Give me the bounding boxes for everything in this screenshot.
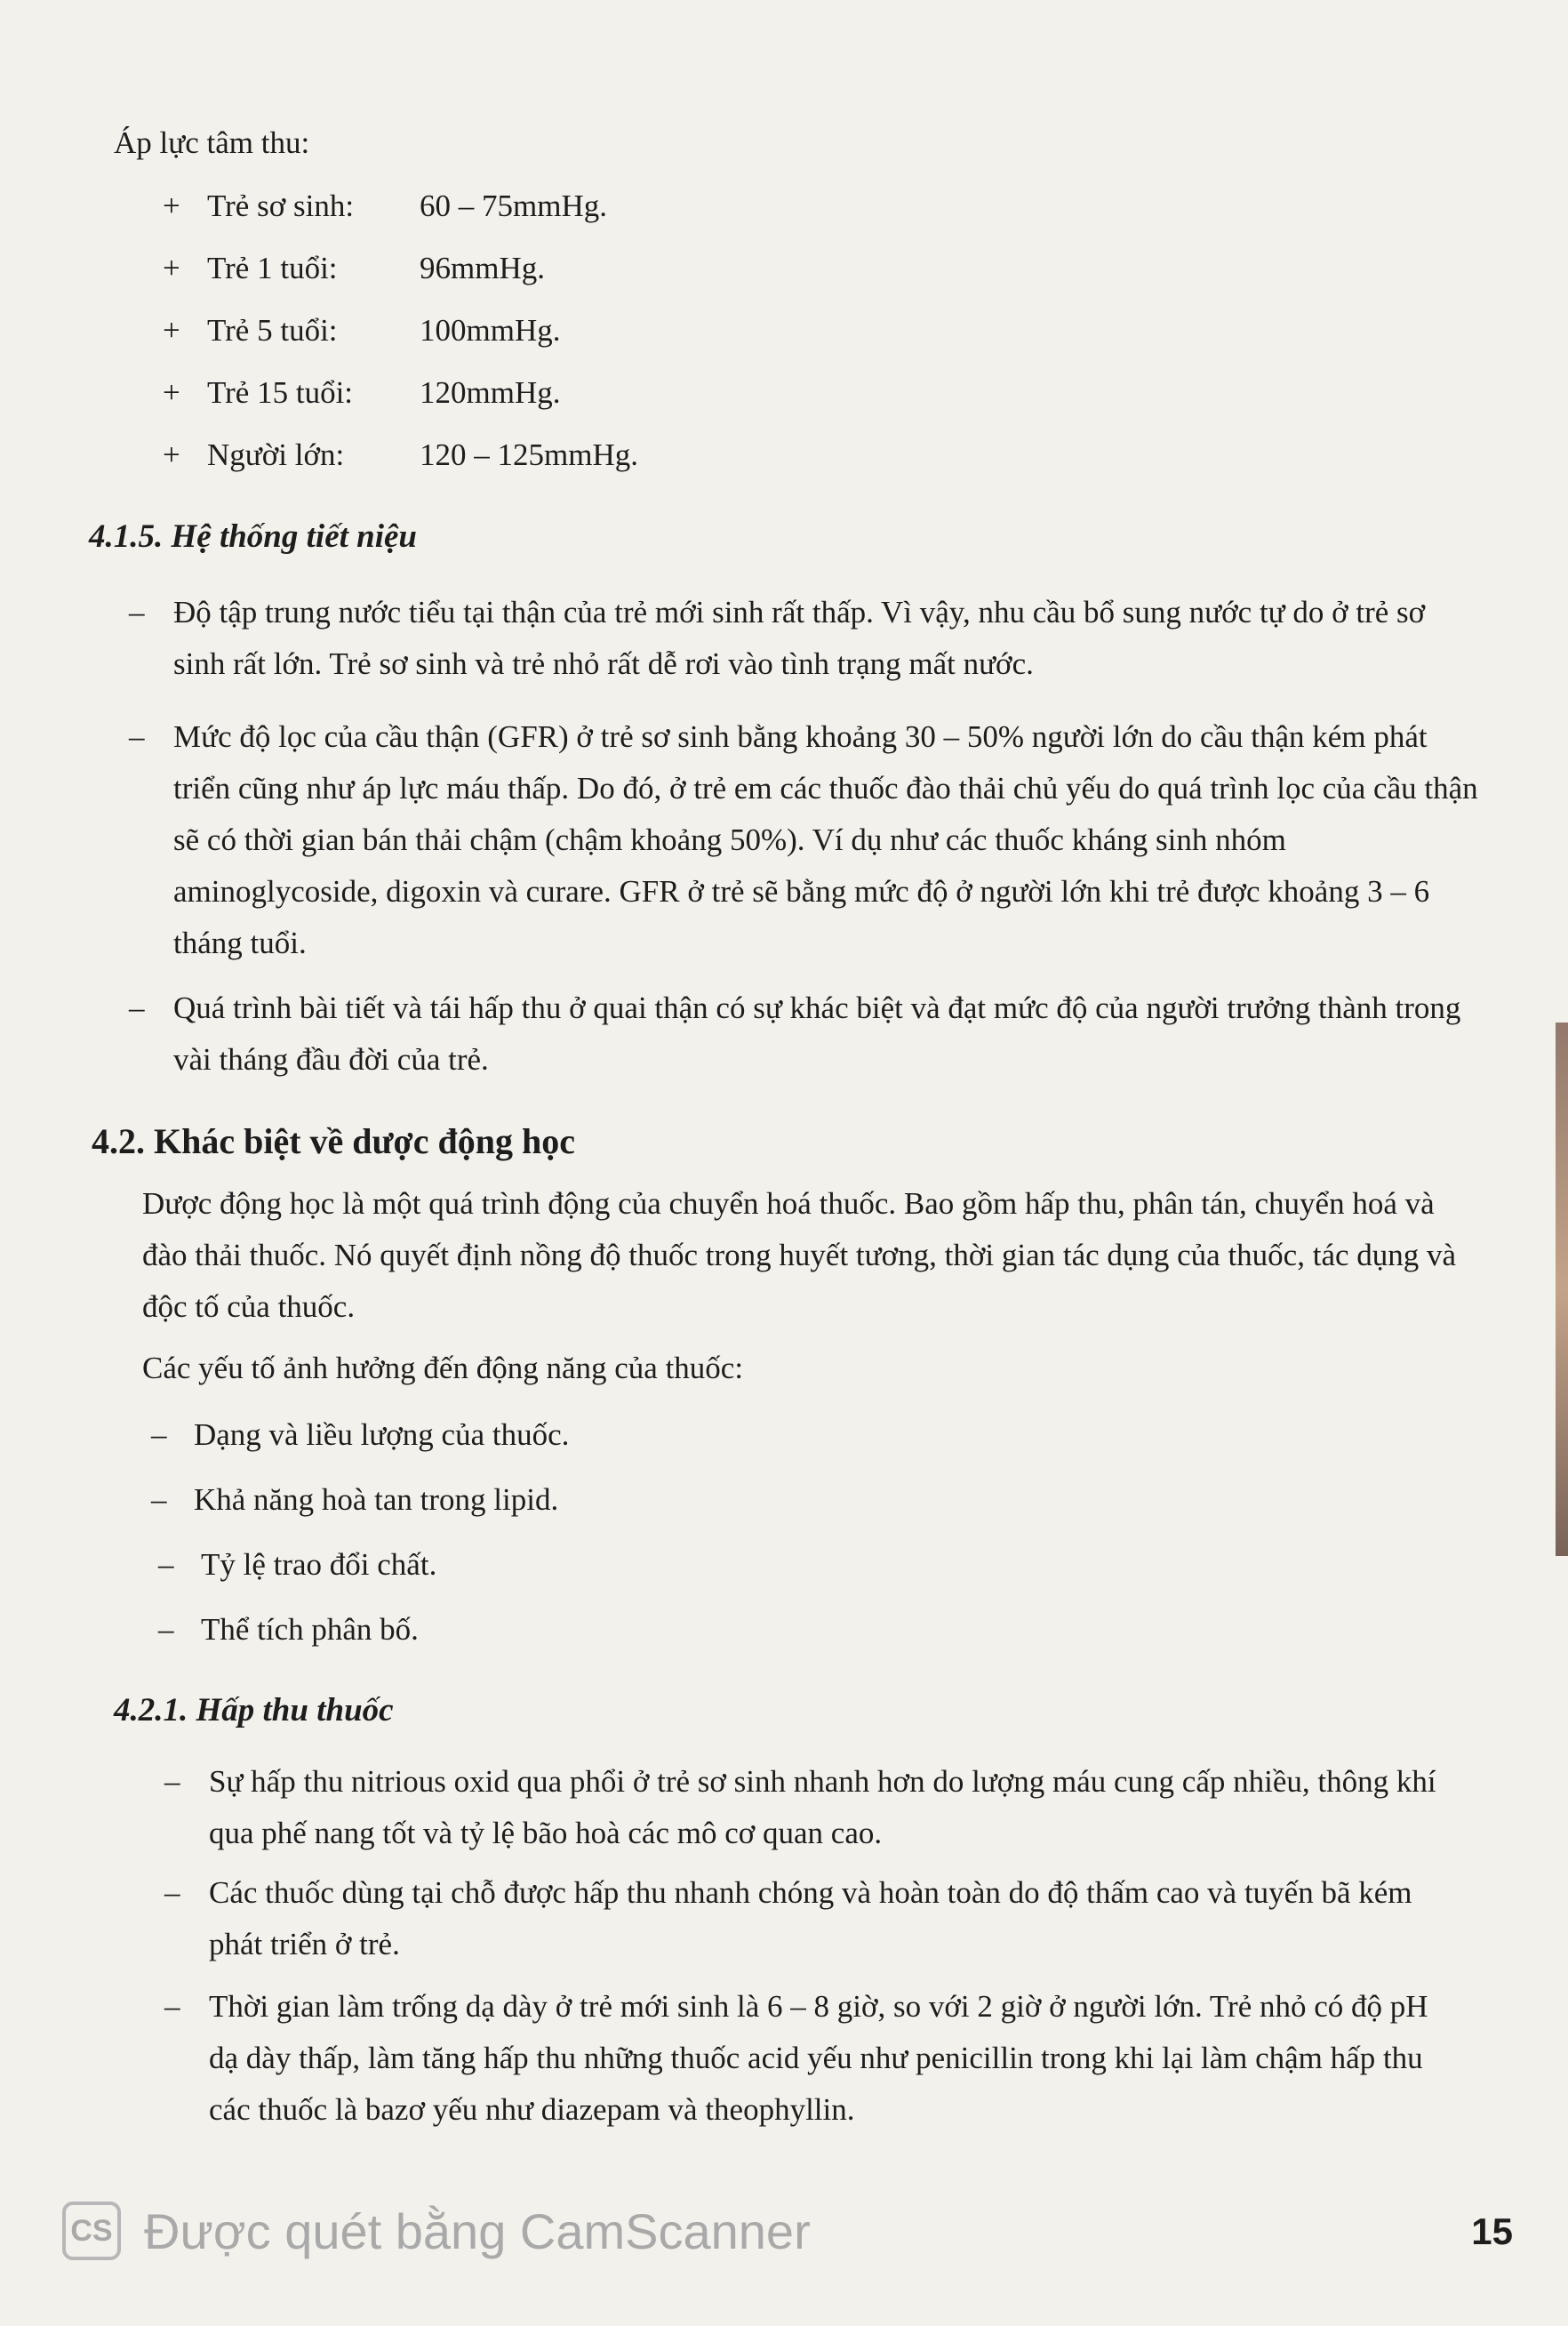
bp-title: Áp lực tâm thu: [114, 125, 310, 160]
list-item: Độ tập trung nước tiểu tại thận của trẻ mới sinh rất thấp. Vì vậy, nhu cầu bổ sung nước tự do ở trẻ sơ sinh rất lớn. Trẻ sơ sinh và trẻ nhỏ rất dễ rơi vào tình trạng mất nước. [173, 595, 1426, 681]
bullet-dash: – [158, 1612, 174, 1647]
list-item: Quá trình bài tiết và tái hấp thu ở quai thận có sự khác biệt và đạt mức độ của người trưởng thành trong vài tháng đầu đời của trẻ. [173, 991, 1461, 1077]
bp-label: Trẻ 1 tuổi: [207, 251, 338, 285]
bleed-through-texture [969, 80, 1547, 124]
list-item: Thời gian làm trống dạ dày ở trẻ mới sinh là 6 – 8 giờ, so với 2 giờ ở người lớn. Trẻ nhỏ có độ pH dạ dày thấp, làm tăng hấp thu những thuốc acid yếu như penicillin trong khi lại làm chậm hấp thu các thuốc là bazơ yếu như diazepam và theophyllin. [209, 1989, 1428, 2127]
bullet-dash: – [164, 1764, 180, 1799]
list-item: Mức độ lọc của cầu thận (GFR) ở trẻ sơ sinh bằng khoảng 30 – 50% người lớn do cầu thận kém phát triển cũng như áp lực máu thấp. Do đó, ở trẻ em các thuốc đào thải chủ yếu do quá trình lọc của cầu thận sẽ có thời gian bán thải chậm (chậm khoảng 50%). Ví dụ như các thuốc kháng sinh nhóm aminoglycoside, digoxin và curare. GFR ở trẻ sẽ bằng mức độ ở người lớn khi trẻ được khoảng 3 – 6 tháng tuổi. [173, 719, 1478, 960]
bullet-dash: – [164, 1989, 180, 2024]
bp-value: 120 – 125mmHg. [420, 437, 638, 472]
bp-label: Trẻ 15 tuổi: [207, 375, 354, 410]
bullet-plus: + [163, 188, 180, 223]
bullet-dash: – [151, 1482, 167, 1517]
section-heading-4-1-5: 4.1.5. Hệ thống tiết niệu [89, 518, 418, 555]
bullet-dash: – [158, 1547, 174, 1582]
bp-value: 100mmHg. [420, 313, 561, 348]
bp-value: 120mmHg. [420, 375, 561, 410]
bullet-plus: + [163, 437, 180, 472]
list-item: Khả năng hoà tan trong lipid. [194, 1482, 559, 1517]
list-item: Các thuốc dùng tại chỗ được hấp thu nhanh chóng và hoàn toàn do độ thấm cao và tuyến bã kém phát triển ở trẻ. [209, 1875, 1412, 1961]
bp-label: Trẻ sơ sinh: [207, 188, 355, 223]
bp-value: 96mmHg. [420, 251, 545, 285]
section-heading-4-2-1: 4.2.1. Hấp thu thuốc [114, 1692, 394, 1728]
intro-paragraph: Dược động học là một quá trình động của chuyển hoá thuốc. Bao gồm hấp thu, phân tán, chuyển hoá và đào thải thuốc. Nó quyết định nồng độ thuốc trong huyết tương, thời gian tác dụng của thuốc, tác dụng và độc tố của thuốc. [142, 1186, 1457, 1324]
bullet-dash: – [129, 595, 145, 630]
list-item: Thể tích phân bố. [201, 1612, 419, 1647]
footer [62, 2196, 1520, 2267]
scanner-watermark: Được quét bằng CamScanner [144, 2203, 811, 2259]
bp-label: Trẻ 5 tuổi: [207, 313, 338, 348]
section-heading-4-2: 4.2. Khác biệt về dược động học [92, 1121, 575, 1161]
camscanner-logo: CS [62, 2202, 121, 2260]
bp-value: 60 – 75mmHg. [420, 188, 607, 223]
bullet-plus: + [163, 375, 180, 410]
bullet-dash: – [151, 1417, 167, 1452]
list-item: Tỷ lệ trao đổi chất. [201, 1547, 437, 1582]
list-item: Dạng và liều lượng của thuốc. [194, 1417, 570, 1452]
bullet-dash: – [129, 991, 145, 1025]
bullet-dash: – [129, 719, 145, 754]
bullet-plus: + [163, 251, 180, 285]
page-edge-shadow [1556, 1023, 1568, 1556]
page-number: 15 [1471, 2210, 1513, 2252]
bp-label: Người lớn: [207, 437, 345, 472]
bullet-plus: + [163, 313, 180, 348]
list-item: Sự hấp thu nitrious oxid qua phổi ở trẻ sơ sinh nhanh hơn do lượng máu cung cấp nhiều, thông khí qua phế nang tốt và tỷ lệ bão hoà các mô cơ quan cao. [209, 1764, 1436, 1850]
factors-title: Các yếu tố ảnh hưởng đến động năng của thuốc: [142, 1351, 744, 1385]
bullet-dash: – [164, 1875, 180, 1910]
